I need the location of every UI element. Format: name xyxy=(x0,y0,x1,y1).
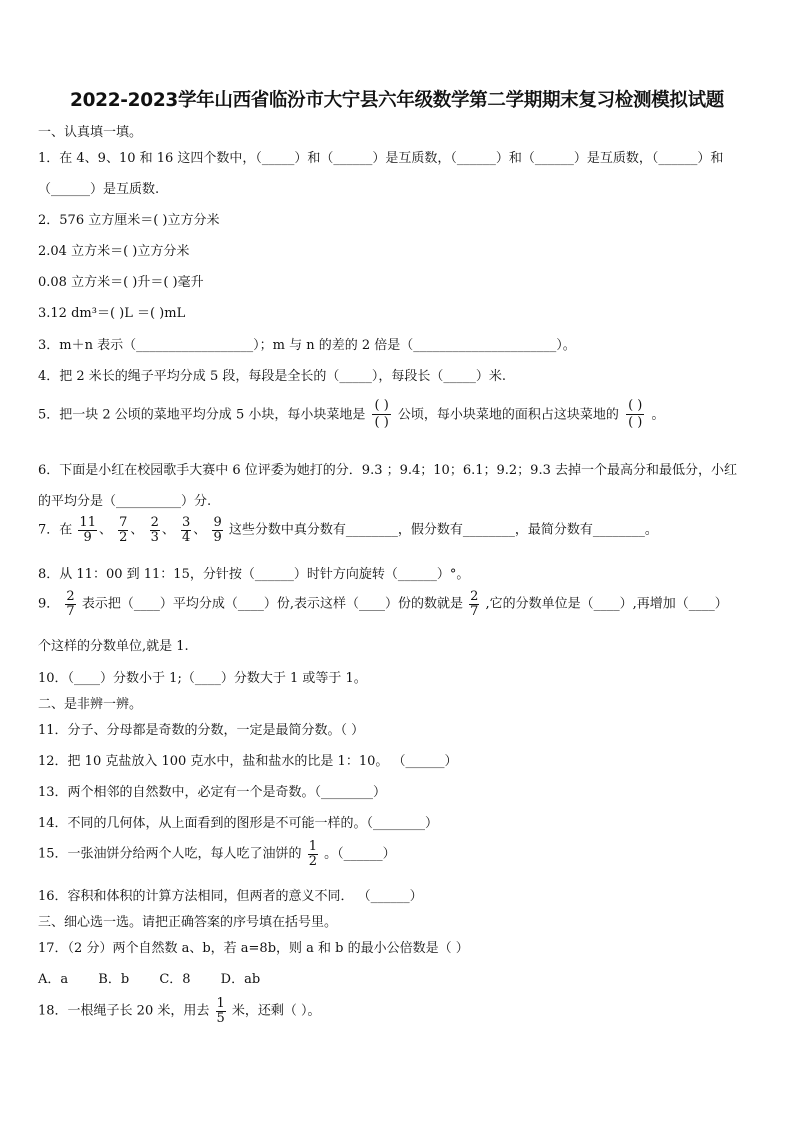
question-5 xyxy=(38,398,665,432)
question-3: 3．m＋n 表示（__________________）；m 与 n 的差的 2 倍是（______________________）。 xyxy=(38,338,576,353)
question-6-line-2: 的平均分是（__________）分. xyxy=(38,494,212,509)
separator: 、 xyxy=(98,522,112,538)
question-2-c: 0.08 立方米＝( )升＝( )毫升 xyxy=(38,275,204,290)
question-7-prefix: 7．在 xyxy=(38,522,73,538)
question-5-text-c: 。 xyxy=(651,407,665,423)
fraction-7-2 xyxy=(118,516,128,544)
numerator: 1 xyxy=(216,996,225,1011)
question-11: 11．分子、分母都是奇数的分数，一定是最简分数。（ ） xyxy=(38,723,365,738)
fraction-1-5 xyxy=(216,997,226,1025)
question-9-after: ,它的分数单位是（____）,再增加（____） xyxy=(485,596,728,612)
numerator: 2 xyxy=(470,589,479,604)
numerator: 3 xyxy=(182,515,191,530)
question-9-mid: 表示把（____）平均分成（____）份,表示这样（____）份的数就是 xyxy=(81,596,463,612)
fraction-2-7 xyxy=(65,590,75,618)
question-8: 8．从 11：00 到 11：15，分针按（______）时针方向旋转（______）°。 xyxy=(38,567,470,582)
question-1-line-1: 1．在 4、9、10 和 16 这四个数中，（_____）和（______）是互质数，（______）和（______）是互质数，（______）和 xyxy=(38,151,724,166)
denominator: 9 xyxy=(213,529,222,545)
option-b: B．b xyxy=(98,972,130,987)
denominator: 9 xyxy=(83,529,92,545)
fraction-blank-2 xyxy=(626,398,644,432)
question-2-b: 2.04 立方米＝( )立方分米 xyxy=(38,244,190,259)
question-17-stem: 17．（2 分）两个自然数 a、b，若 a=8b，则 a 和 b 的最小公倍数是（ ） xyxy=(38,941,469,956)
question-5-text-a: 5．把一块 2 公顷的菜地平均分成 5 小块，每小块菜地是 xyxy=(38,407,366,423)
denominator: 2 xyxy=(308,853,317,869)
question-15-text-a: 15．一张油饼分给两个人吃，每人吃了油饼的 xyxy=(38,846,302,862)
section-2-heading: 二、是非辨一辨。 xyxy=(38,697,143,712)
fraction-blank-1 xyxy=(372,398,390,432)
question-5-text-b: 公顷，每小块菜地的面积占这块菜地的 xyxy=(397,407,619,423)
question-14: 14．不同的几何体，从上面看到的图形是不可能一样的。（________） xyxy=(38,816,439,831)
fraction-2-7 xyxy=(469,590,479,618)
question-17-options xyxy=(38,968,260,987)
fraction-blank-denominator: ( ) xyxy=(628,415,643,431)
question-6-line-1: 6．下面是小红在校园歌手大赛中 6 位评委为她打的分．9.3 ；9.4；10；6.1；9.2；9.3 去掉一个最高分和最低分，小红 xyxy=(38,463,737,478)
question-13: 13．两个相邻的自然数中，必定有一个是奇数。（________） xyxy=(38,785,387,800)
fraction-blank-numerator: ( ) xyxy=(372,398,390,415)
option-a: A．a xyxy=(38,972,69,987)
numerator: 1 xyxy=(308,839,317,854)
separator: 、 xyxy=(193,522,207,538)
page-title: 2022-2023学年山西省临汾市大宁县六年级数学第二学期期末复习检测模拟试题 xyxy=(70,90,724,111)
question-9-prefix: 9． xyxy=(38,596,60,612)
denominator: 2 xyxy=(119,529,128,545)
question-7-suffix: 这些分数中真分数有________，假分数有________，最简分数有________。 xyxy=(228,522,658,538)
question-15-text-b: 。（______） xyxy=(324,846,396,862)
question-9-line-2: 个这样的分数单位,就是 1. xyxy=(38,639,189,654)
fraction-2-3 xyxy=(150,516,160,544)
question-7 xyxy=(38,516,658,544)
question-9-line-1 xyxy=(38,590,728,618)
numerator: 2 xyxy=(66,589,75,604)
option-d: D．ab xyxy=(220,972,261,987)
denominator: 7 xyxy=(66,603,75,619)
section-1-heading: 一、认真填一填。 xyxy=(38,125,143,140)
denominator: 3 xyxy=(150,529,159,545)
question-12: 12．把 10 克盐放入 100 克水中，盐和盐水的比是 1：10。 （______） xyxy=(38,754,458,769)
question-18 xyxy=(38,997,321,1025)
question-1-line-2: （______）是互质数. xyxy=(38,182,160,197)
numerator: 2 xyxy=(150,515,159,530)
option-c: C．8 xyxy=(159,972,191,987)
separator: 、 xyxy=(130,522,144,538)
question-4: 4．把 2 米长的绳子平均分成 5 段，每段是全长的（_____），每段长（_____）米. xyxy=(38,369,506,384)
question-18-text-b: 米，还剩（ ）。 xyxy=(231,1003,321,1019)
numerator: 9 xyxy=(213,515,222,530)
question-16: 16．容积和体积的计算方法相同，但两者的意义不同． （______） xyxy=(38,889,423,904)
fraction-blank-denominator: ( ) xyxy=(374,415,389,431)
denominator: 7 xyxy=(470,603,479,619)
fraction-1-2 xyxy=(308,840,318,868)
separator: 、 xyxy=(161,522,175,538)
question-2-d: 3.12 dm³＝( )L ＝( )mL xyxy=(38,306,186,321)
question-10: 10．（____）分数小于 1;（____）分数大于 1 或等于 1。 xyxy=(38,671,367,686)
fraction-3-4 xyxy=(181,516,191,544)
fraction-11-9 xyxy=(78,516,97,544)
question-15 xyxy=(38,840,396,868)
question-2-a: 2．576 立方厘米＝( )立方分米 xyxy=(38,213,220,228)
denominator: 4 xyxy=(182,529,191,545)
section-3-heading: 三、细心选一选。请把正确答案的序号填在括号里。 xyxy=(38,915,338,930)
fraction-blank-numerator: ( ) xyxy=(626,398,644,415)
numerator: 11 xyxy=(79,515,96,530)
numerator: 7 xyxy=(119,515,128,530)
fraction-9-9 xyxy=(212,516,222,544)
denominator: 5 xyxy=(216,1010,225,1026)
question-18-text-a: 18．一根绳子长 20 米，用去 xyxy=(38,1003,210,1019)
